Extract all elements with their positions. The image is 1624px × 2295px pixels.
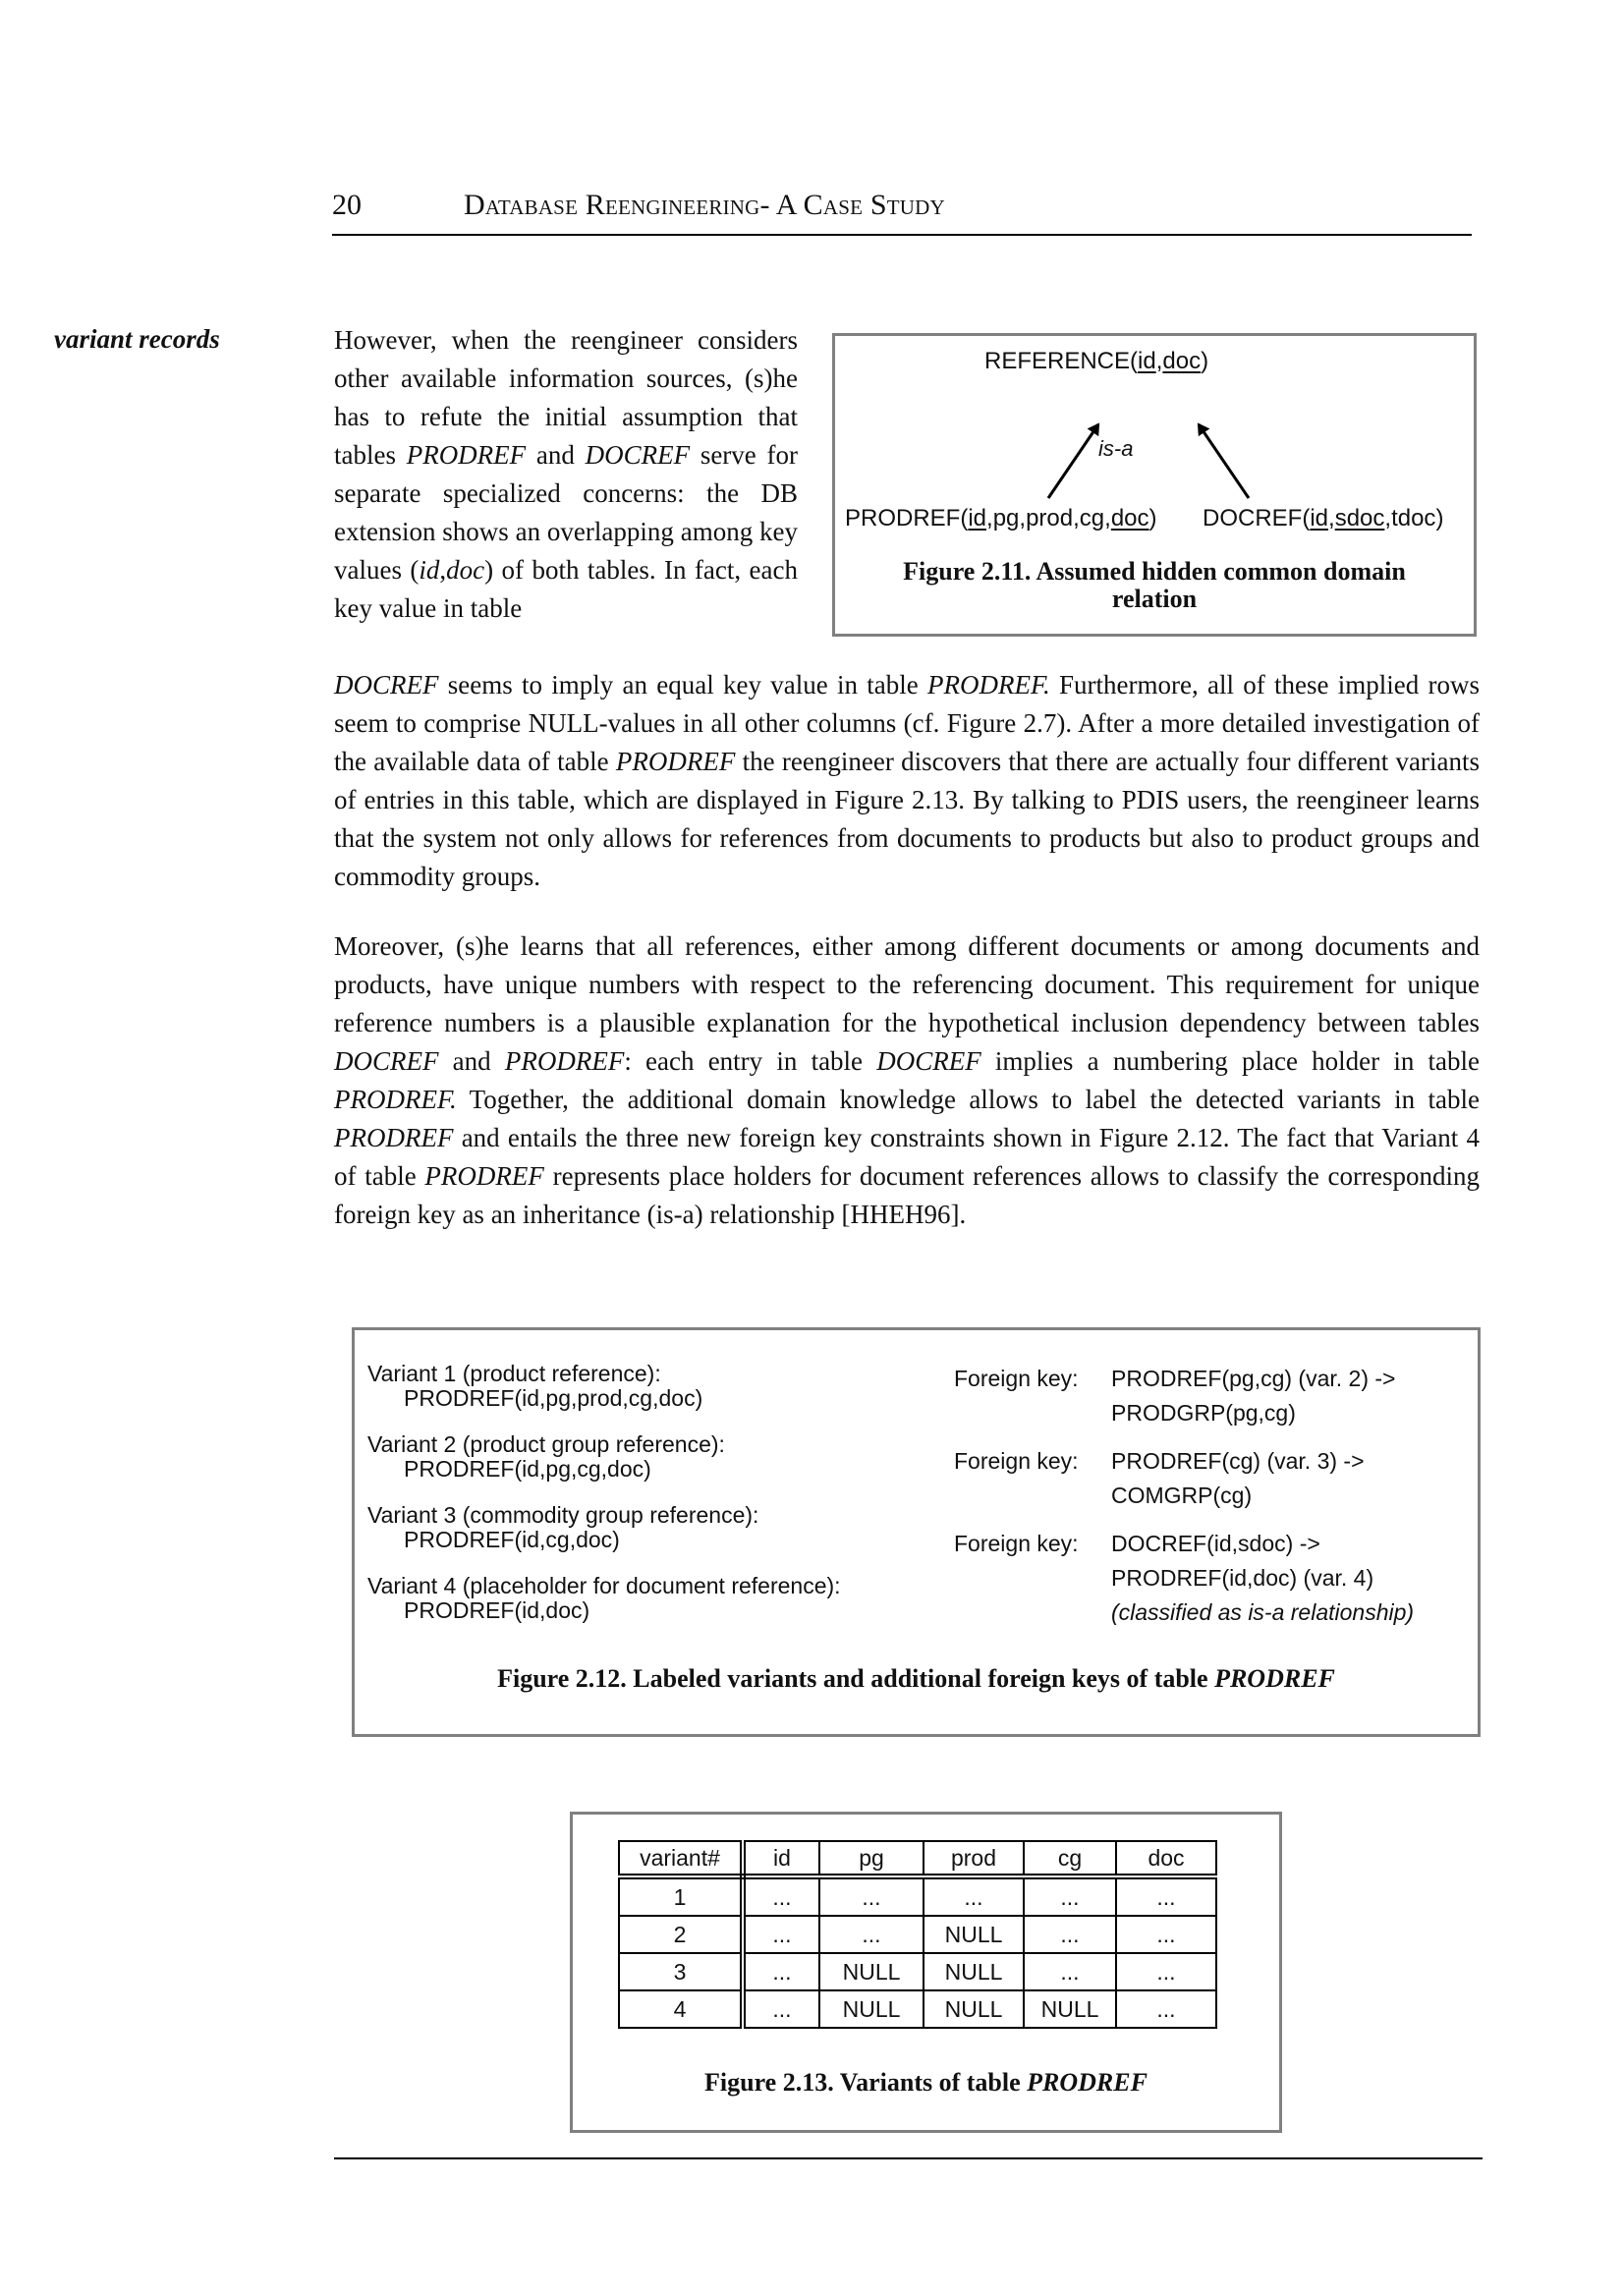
isa-label: is-a bbox=[1098, 436, 1134, 461]
entity-prodref: PRODREF(id,pg,prod,cg,doc) bbox=[845, 505, 1157, 532]
margin-note: variant records bbox=[54, 324, 220, 354]
foreign-key-item: Foreign key: PRODREF(cg) (var. 3) -> COMGRP(cg) bbox=[954, 1448, 1365, 1508]
table-row: 4 ... NULL NULL NULL ... bbox=[619, 1990, 1216, 2028]
running-title: Database Reengineering- A Case Study bbox=[464, 189, 945, 221]
running-header bbox=[332, 187, 1472, 236]
paragraph-1-continued: DOCREF seems to imply an equal key value in table PRODREF. Furthermore, all of these implied rows seem to comprise NULL-values in all other columns (cf. Figure 2.7). After a more detailed investigation of the available data of table PRODREF the reengineer discovers that there are actually four different variants of entries in this table, which are displayed in Figure 2.13. By talking to PDIS users, the reengineer learns that the system not only allows for references from documents to products but also to product groups and commodity groups. bbox=[334, 670, 1481, 891]
header-rule bbox=[332, 234, 1472, 236]
figure-2-11 bbox=[832, 333, 1477, 637]
entity-reference: REFERENCE(id,doc) bbox=[984, 348, 1209, 374]
table-row: 3 ... NULL NULL ... ... bbox=[619, 1953, 1216, 1990]
variants-table bbox=[618, 1840, 1217, 2029]
figure-2-12 bbox=[352, 1327, 1481, 1737]
paragraph-2: Moreover, (s)he learns that all references, either among different documents or among documents and products, have unique numbers with respect to the referencing document. This requirement for unique reference numbers is a plausible explanation for the hypothetical inclusion dependency between tables DOCREF and PRODREF: each entry in table DOCREF implies a numbering place holder in table PRODREF. Together, the additional domain knowledge allows to label the detected variants in table PRODREF and entails the three new foreign key constraints shown in Figure 2.12. The fact that Variant 4 of table PRODREF represents place holders for document references allows to classify the corresponding foreign key as an inheritance (is-a) relationship [HHEH96]. bbox=[334, 931, 1481, 1229]
variant-item: Variant 2 (product group reference): PRODREF(id,pg,cg,doc) bbox=[367, 1431, 725, 1482]
footer-rule bbox=[334, 2157, 1483, 2159]
table-row: 1 ... ... ... ... ... bbox=[619, 1876, 1216, 1916]
foreign-key-item: Foreign key: DOCREF(id,sdoc) -> PRODREF(id,doc) (var. 4) (classified as is-a relationship) bbox=[954, 1531, 1415, 1625]
figure-2-12-caption: Figure 2.12. Labeled variants and additional foreign keys of table PRODREF bbox=[497, 1664, 1335, 1693]
paragraph-1-narrow: However, when the reengineer considers other available information sources, (s)he has to refute the initial assumption that tables PRODREF and DOCREF serve for separate specialized concerns: the DB extension shows an overlapping among key values (id,doc) of both tables. In fact, each key value in table bbox=[334, 325, 798, 623]
foreign-key-list bbox=[954, 1362, 1465, 1644]
figure-2-11-caption: Figure 2.11. Assumed hidden common domain relation bbox=[903, 557, 1406, 613]
variant-item: Variant 3 (commodity group reference): PRODREF(id,cg,doc) bbox=[367, 1502, 759, 1552]
page-number: 20 bbox=[332, 189, 362, 221]
table-row: 2 ... ... NULL ... ... bbox=[619, 1916, 1216, 1953]
foreign-key-item: Foreign key: PRODREF(pg,cg) (var. 2) -> PRODGRP(pg,cg) bbox=[954, 1366, 1396, 1426]
figure-2-13-caption: Figure 2.13. Variants of table PRODREF bbox=[704, 2068, 1148, 2097]
variant-list bbox=[367, 1362, 841, 1645]
variant-item: Variant 1 (product reference): PRODREF(id,pg,prod,cg,doc) bbox=[367, 1361, 703, 1411]
variant-item: Variant 4 (placeholder for document reference): PRODREF(id,doc) bbox=[367, 1573, 841, 1623]
table-header-row: variant# id pg prod cg doc bbox=[619, 1841, 1216, 1876]
figure-2-13 bbox=[570, 1812, 1282, 2133]
entity-docref: DOCREF(id,sdoc,tdoc) bbox=[1203, 505, 1444, 532]
